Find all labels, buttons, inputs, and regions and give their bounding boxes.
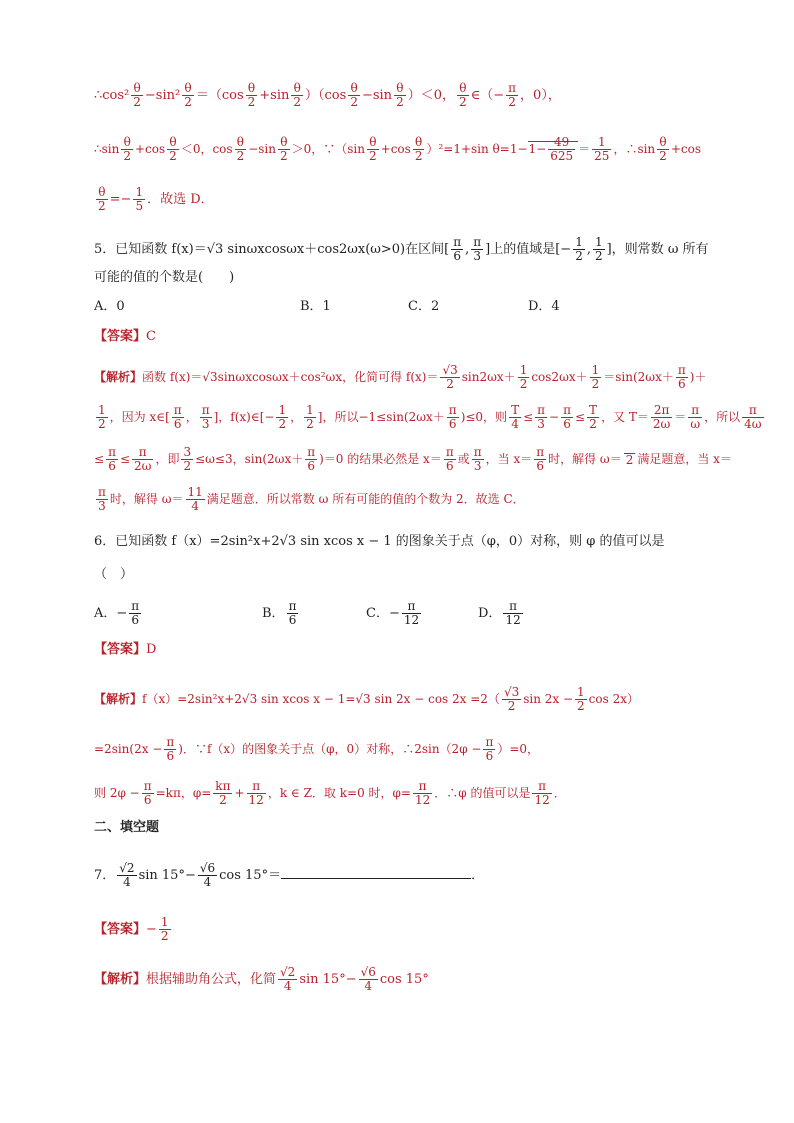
- q6-explanation-line-2: =2sin(2x − $\frac{\pi}{6}$ )．∵f（x）的图象关于点（φ，0）对称，∴2sin（2φ − $\frac{\pi}{6}$ ）=0，: [94, 735, 540, 763]
- q6-option-c: C．− $\frac{\pi}{12}$: [366, 599, 420, 627]
- q5-answer: 【答案】C: [94, 329, 156, 344]
- answer-tag: 【答案】: [94, 329, 147, 344]
- q5-explanation-line-4: $\frac{\pi}{3}$ 时，解得 ω＝ $\frac{11}{4}$ 满足题意．所以常数 ω 所有可能的值的个数为 2．故选 C．: [98, 485, 525, 513]
- explanation-tag: 【解析】: [94, 370, 143, 384]
- explanation-tag: 【解析】: [94, 692, 143, 706]
- q7-stem: 7． $\frac{√2}{4}$ sin 15°− $\frac{√6}{4}$ cos 15°＝ ．: [94, 861, 485, 889]
- q5-explanation-line-3: ≤ $\frac{\pi}{6}$ ≤ $\frac{\pi}{2\omega}$ ，即 $\frac{3}{2}$ ≤ω≤3，sin(2ωx＋ $\frac{\pi}{6}$ )＝0 的结果必然是 x＝ $\frac{\pi}{6}$ 或 $\frac{\pi}{3}$ ，当 x＝ $\frac{\pi}{6}$ 时，解得 ω＝ 2 满足题意，当 x＝: [94, 445, 732, 473]
- q7-answer: 【答案】− $\frac{1}{2}$: [94, 915, 169, 943]
- q5-stem-line-2: 可能的值的个数是( ): [94, 270, 235, 285]
- q6-explanation-line-1: 【解析】f（x）=2sin²x+2√3 sin xcos x − 1=√3 sin 2x − cos 2x =2（ $\frac{√3}{2}$ sin 2x − $\frac{1}{2}$ cos 2x）: [94, 685, 639, 713]
- section-heading-fill-in: 二、填空题: [94, 820, 160, 835]
- q5-explanation-line-2: $\frac{1}{2}$ ，因为 x∈[ $\frac{\pi}{6}$ ， $\frac{\pi}{3}$ ]，f(x)∈[− $\frac{1}{2}$ ， $\frac{1}{2}$ ]，所以−1≤sin(2ωx＋ $\frac{\pi}{6}$ )≤0，则 $\frac{T}{4}$ ≤ $\frac{\pi}{3}$ − $\frac{\pi}{6}$ ≤ $\frac{T}{2}$ ，又 T＝ $\frac{2\pi}{2\omega}$ ＝ $\frac{\pi}{\omega}$ ，所以 $\frac{\pi}{4\omega}$: [98, 403, 762, 431]
- answer-tag: 【答案】: [94, 642, 147, 657]
- q5-option-d: D．4: [528, 299, 560, 314]
- prev-line-2: ∴sin $\frac{\theta}{2}$ +cos $\frac{\theta}{2}$ ＜0，cos $\frac{\theta}{2}$ −sin $\frac{\theta}{2}$ ＞0，∵（sin $\frac{\theta}{2}$ +cos $\frac{\theta}{2}$ ）²=1+sin θ=1−1− $\frac{49}{625}$ ＝ $\frac{1}{25}$ ，∴sin $\frac{\theta}{2}$ +cos: [94, 135, 701, 163]
- q5-option-a: A．0: [94, 299, 125, 314]
- q6-stem-line-2: （ ）: [94, 567, 134, 582]
- q5-option-c: C．2: [408, 299, 440, 314]
- q5-stem-line-1: 5．已知函数 f(x)＝√3 sinωxcosωx＋cos2ωx(ω>0)在区间[ $\frac{\pi}{6}$ , $\frac{\pi}{3}$ ]上的值域是[− $\frac{1}{2}$ , $\frac{1}{2}$ ]，则常数 ω 所有: [94, 235, 709, 263]
- q6-option-b: B． $\frac{\pi}{6}$: [262, 599, 297, 627]
- explanation-tag: 【解析】: [94, 972, 147, 987]
- answer-blank: [281, 866, 471, 879]
- q6-option-d: D． $\frac{\pi}{12}$: [478, 599, 521, 627]
- q5-explanation-line-1: 【解析】函数 f(x)＝√3sinωxcosωx＋cos²ωx，化简可得 f(x)＝ $\frac{√3}{2}$ sin2ωx＋ $\frac{1}{2}$ cos2ωx＋ $\frac{1}{2}$ ＝sin(2ωx＋ $\frac{\pi}{6}$ )＋: [94, 363, 707, 391]
- q6-answer: 【答案】D: [94, 642, 157, 657]
- q7-explanation: 【解析】根据辅助角公式，化简 $\frac{√2}{4}$ sin 15°− $\frac{√6}{4}$ cos 15°: [94, 965, 429, 993]
- prev-line-1: ∴cos² $\frac{\theta}{2}$ −sin² $\frac{\theta}{2}$ ＝（cos $\frac{\theta}{2}$ +sin $\frac{\theta}{2}$ ）（cos $\frac{\theta}{2}$ −sin $\frac{\theta}{2}$ ）＜0， $\frac{\theta}{2}$ ∈（− $\frac{\pi}{2}$ ，0），: [94, 81, 561, 109]
- q6-option-a: A．− $\frac{\pi}{6}$: [94, 599, 140, 627]
- answer-tag: 【答案】: [94, 922, 147, 937]
- prev-line-3: $\frac{\theta}{2}$ =− $\frac{1}{5}$ ．故选 D．: [98, 185, 214, 213]
- q5-option-b: B．1: [300, 299, 331, 314]
- q6-stem-line-1: 6．已知函数 f（x）=2sin²x+2√3 sin xcos x − 1 的图象关于点（φ，0）对称，则 φ 的值可以是: [94, 534, 665, 549]
- q6-explanation-line-3: 则 2φ − $\frac{\pi}{6}$ =kπ，φ= $\frac{k\pi}{2}$ + $\frac{\pi}{12}$ ，k ∈ Z．取 k=0 时，φ= $\frac{\pi}{12}$ ．∴φ 的值可以是 $\frac{\pi}{12}$ ．: [94, 779, 566, 807]
